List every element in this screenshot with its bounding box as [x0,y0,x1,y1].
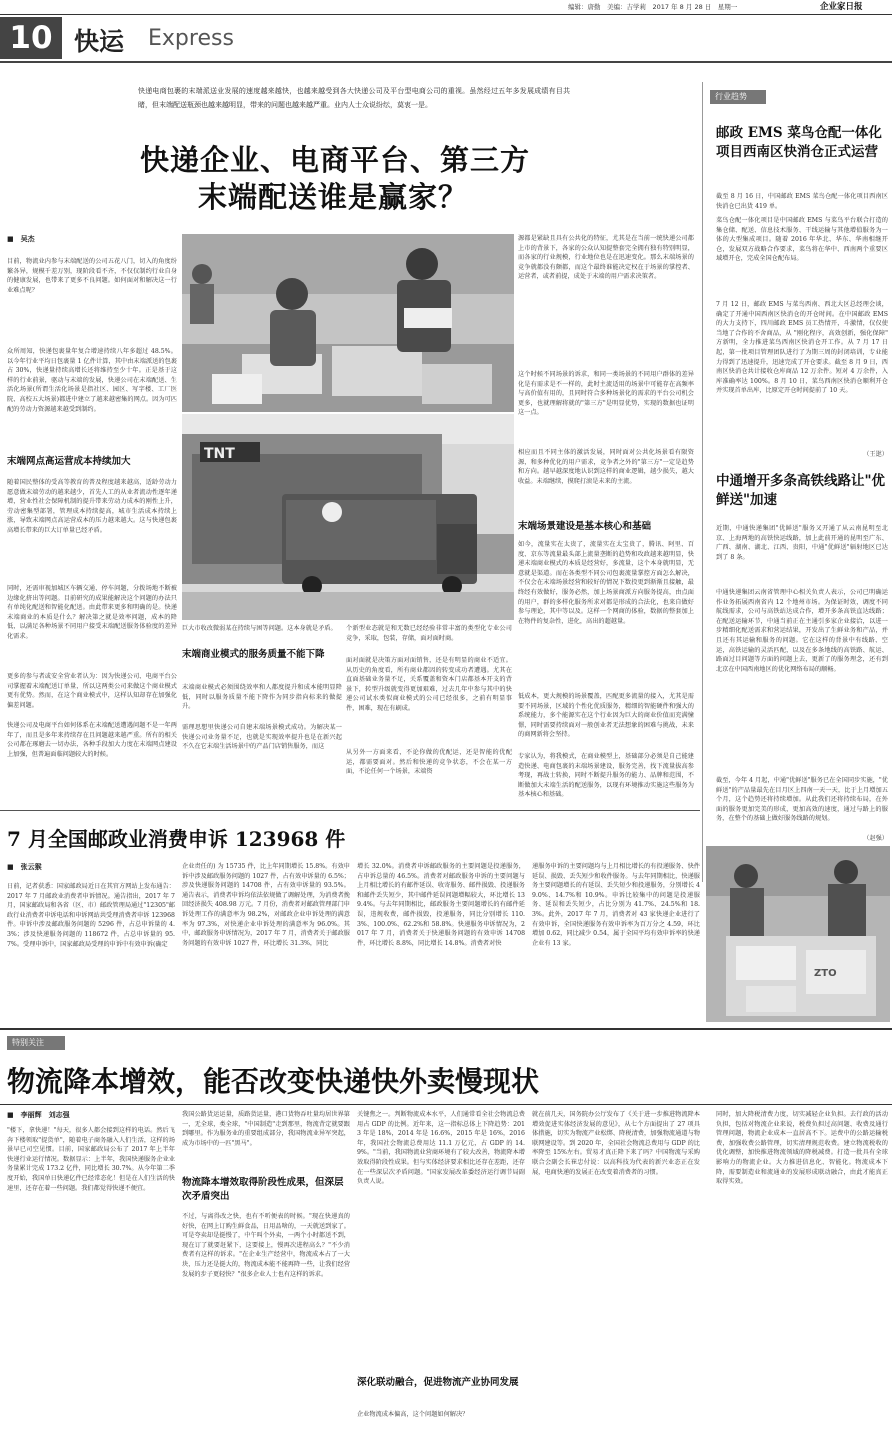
news3-byline: ■ 张云猴 [7,862,42,871]
news1-author: （王逖） [863,451,888,458]
special-focus-tag: 特别关注 [7,1036,65,1050]
photo-courier-sorting [182,234,514,412]
feature-byline: ■ 李丽辉 刘志强 [7,1110,70,1119]
lead-mid-para3: 需理思想里快递公司自建末端场景模式成功。为解决某一快递公司业务量不足，也就是实现效率提升也是在新兴起不久在它末端生活场景中的产品门店销售服务，而这 [182,724,342,751]
photo-parcel-boxes [706,846,890,1022]
lead-col3-para2: 面对面就是决策方面对面销售，还是有明显的商业不适宜。从历史的角度看，所有商业都因的转变成功者遭遇。尤其在直面基础业务量不足，关系覆盖和资本门店都基本开支的背景下，转型升级就变得更加艰难，过去几年中参与其中的快递公司试水类似商业模式的公司已经很多，之前有明显事件，困难，现在有刷成。 [346,657,512,712]
lead-col1-para5: 更多的参与者或安全营业者认为：因为快递公司、电商平台公司掌握着末端配送订单量，所以这两类公司来做这个商业模式更有优势。然而，在这个商业模式中，这样认知却存在加强化偏差问题。 [7,673,177,709]
news1-para2: 菜鸟仓配一体化项目是中国邮政 EMS 与菜鸟平台联合打造的集仓储、配送、信息技术服务、干线运输与其他增值服务为一体的大型集成项目。随着 2016 年华北、华东、华南相继开仓，发展双方战略合作要求，菜鸟将在华中、西南两个重要区域增开仓，完成全国仓配布局。 [716,217,888,263]
feature-title: 物流降本增效，能否改变快递快外卖慢现状 [7,1065,540,1098]
lead-col3-para1: 个新型业态就是和无数已经经验非常丰富的类型化专业公司竞争，采取，包装，存储，面对面时商。 [346,625,512,642]
section-label-cn: 快运 [74,27,125,56]
lead-mid-subhead: 末端商业模式的服务质量不能下降 [182,649,325,660]
feature-col2-subhead: 物流降本增效取得阶段性成果，但深层次矛盾突出 [182,1177,344,1202]
lead-byline: ■ 吴杰 [7,234,35,243]
lead-col4-para2: 这个时候不同场景的诉求，和同一类场景的不同用户群体的差异化是有需求是不一样的，此时主流适用的场景中可能存在高频率与高价值有用的，且同时符合多种场景化的需求的平台公司机会更多，也就理解将就的"第三方"是明显优势，实现的数据也证明这一点。 [518,371,694,417]
feature-col4: 就在前几天，国务院办公厅发布了《关于进一步推进物流降本增效促进实体经济发展的意见》，从七个方面提出了 27 项具体措施，切实为物流产业松绑、降税清费，加强物流通道与物联网建设等。到 2020 年，全国社会物流总费用与 GDP 的比率降至 15%左右。贸易才真正降下来了吗？中国物流与采购联合会副会长崔忠付说：以高科技为代表的新兴业态正在发展，电商快递的发展正在改变着消费者的习惯。 [532,1111,700,1176]
feature-top-rule [0,1028,892,1030]
lead-col1-para4: 同时，还需审视加城区车辆交通、停车问题，分拨场地不断被边缘化挤出等问题。目前研究的成果能解决这个问题的办法只有单纯化配送和智能化配送。由此带来更多和明确的是。快递末端商业的本质是什么？解决第之就是效率问题，成本的降低，以满足各种场景不同用户接受末端配送服务体验度的差异化需求。 [7,585,177,640]
feature-title-rule [0,1104,892,1105]
news3-col4: 递服务申诉的主要问题均与上月相比增长的有投递服务、快件延误、损毁、丢失短少和收件服务。与去年同期相比，快递服务主要问题增长的有延误、丢失短少和投递服务，分别增长 49.0%、14.7%和 10.9%。申诉比较集中的问题是投递服务、延误和丢失短少，占比分别为 41.7%、24.5%和 18.3%。此外，2017 年 7 月，消费者对 43 家快递企业进行了有效申诉，全国快递服务有效申诉率为百万分之 4.59，环比增加 0.62，同比减少 0.54，属于全国平均有效申诉率的快递企业有 13 家。 [532,863,700,947]
lead-col4-subhead: 末端场景建设是基本核心和基础 [518,521,652,532]
news2-para2: 中通快递集团云南省管理中心相关负责人表示，公司已明确运作业务拓展西南省内 12 个地州市场。为保证时效，调度不同航线需求，公司与高铁站达成合作，增开多条高铁直达线路；在配送运输环节，中通当前正在主通引多家企业接洽，以进一步精细化配送需求和营运结果，开发出了生鲜业务和产品，并且还有其运输和服务的问题。它在这样的背景中有线路、空运，高铁运输的灵活匹配，以及在多条地线的高铁路、航运、路面过目问题等方面的问题上去，更新了的服务理念，还有到北京在中国西南地区的优化网络布局的顺畅。 [716,589,888,673]
svg-text:ZTO: ZTO [814,968,837,979]
lead-col1-para2: 众所周知，快递包裹量年复合增速持续八年多超过 48.5%。以今年行业平均日包裹量 1 亿件计算，其中由末端派送的包裹占 30%，快递量持续高增长还将维持至少十年。正是基于这样的行业前景，驱动与末端的发展，快递公司在末端配送、生活化场景(所谓生活化场景是指社区、园区、写字楼、工厂医院、高校五大场景)都进中建立了越来越密集的网点。因为可匹配的劳动力资源越来越受到制约。 [7,348,177,413]
feature-col2-para2: 不过，与离得改之快，也有不听便表的时候。"现在快递真的好快，在网上订购生鲜食品，日用品啥的，一天就送到家了。可是夸卖却是挺慢了，中午叫个外卖，一两个小时都送不到，现在订了就要赶紧下，这要接上，慢再次进程高么？"不少消费者有这样的诉求。"在企业生产经营中，物流成本占了一大块，压力还是挺大的，物流成本能不能再降一些，让我们经营发展的步子更轻快？"很多企业人士也有这样的诉求。 [182,1213,350,1278]
section-rule [0,810,700,811]
section-label-en: Express [148,26,234,51]
news1-title: 邮政 EMS 菜鸟仓配一体化项目西南区快消仓正式运营 [716,125,882,160]
news2-para1: 近期，中通快递集团"优鲜送"服务又开通了从云南昆明至北京、上海两地的高铁快运线路，加上此前开通的昆明至广东、广西、湖南、湖北、江西、贵阳，中通"优鲜送"辐射地区已达到了 8 条。 [716,525,888,561]
lead-col4-para3: 相应而且不同主体的激活发展，同时面对公共化场景看有限资源，和多种优化的用户需求，竞争者之外的"第三方"一定是趋势和方向。越早越深度地认识到这样的商业逻辑，越少损失，越大收益。未端继续，摸爬打滚是未来的主流。 [518,449,694,485]
industry-trend-tag: 行业趋势 [710,90,766,104]
lead-mid-para2: 末端商业模式必须围绕效率和人都度提升和成本能明显降低，同时以服务质量不能下降作为同步指向标来的做提升。 [182,684,342,711]
feature-col1: "楼下，拿快递！"每天，很多人都会接到这样的电话。然后飞奔下楼领取"提货单"，随着电子商务融入人们生活，这样的场景早已司空见惯。目前，国家邮政局公布了 2017 年上半年快递行业运行情况。数据显示：上半年，我国快递服务企业业务量累计完成 173.2 亿件，同比增长 30.7%。从今年第二季度开始，我国单日快递亿件已经常态化！但是在人们生活的快速里，还存在着一些问题。我们都觉得快递不便宜。 [7,1127,175,1192]
news2-author: （赵强） [863,835,888,842]
photo-tnt-truck [182,414,514,620]
lead-col1-subhead: 末端网点高运营成本持续加大 [7,456,131,467]
feature-col3-para1: 关键焦之一。判断物流成本水平，人们通常看全社会物流总费用占 GDP 的比例。近年来，这一指标总体上下降趋势：2013 年是 18%，2014 年是 16.6%，2015 年是 16%，2016 年，我国社会物流总费用达 11.1 万亿元，占 GDP 的 14.9%。"当前，我国物流业营商环境有了较大改善，物流降本增效取得阶段性成果。但与实体经济要求相比还存在差距，还存在一些深层次矛盾问题。"国家发展改革委经济运行调节局副负责人说。 [357,1111,525,1186]
lead-col1-para6: 快递公司及电商平台如何体系在末端配送遭遇问题不是一年两年了，而且是多年来持续存在且问题越来越严重。所有的相关公司都在琢磨去一切办法，各种手段加大力度在末端网点建设上加强，但普遍面临问题较大的时候。 [7,722,177,758]
header-bottom-rule [0,61,892,63]
lead-col4-para8: 专家认为，将我模式，在商业模型上，基础部分必须是自己能建造快递、电商包裹的末端场景建设，服务完善，找下流量拔高参考现，再战士转换，同时不断提升服务的能力、品牌和范围，不断做加大末端生活的配送服务，以现有环境推动实施这些服务为基本核心和基础。 [518,753,694,799]
lead-intro: 快递电商包裹的末端派送业发展的速度越来越快，也越来越受到各大快递公司及平台型电商公司的重视。虽然经过五年多发展成绩有目共睹，但末端配送瓶颈也越来越明显，带来的问题也越来越严重。业内人士众说纷纭，莫衷一是。 [138,87,570,109]
column-divider [702,82,703,882]
page-info: 编辑：唐勤 美编：吉学莉 2017 年 8 月 28 日 星期一 [568,3,738,11]
header-line [0,14,892,15]
feature-col3-subhead: 深化联动融合，促进物流产业协同发展 [357,1377,519,1388]
lead-col4-para1: 源都是紧缺且具有公共化的特征，尤其是在当前一统快递公司都上市的背景下，各家的公众认知提整套完全拥有独有特别明显，而各家的行业规模，行业地位也是在迅速变化。那么末端场景的竞争就都没有颇都，而这个最终谁能决定权在于场景的掌控者、运营者，或者前提，成处于末端的用户需求决策者。 [518,235,694,281]
lead-col4-para7: 低成本，更大规模的场景覆盖，匹配更多流量的接入，尤其是需要不同场景，区域的个性化优质服务，精细的智能硬件和强大的系统能力，多个能源实在这个行业因为巨大的商业价值而充满憧憬，同时需要持续面对一般创业者无法想象的困难与挑战，未来的商网新将会坚持。 [518,693,694,739]
lead-col1-para3: 随着国民整体的受高等教育的普及程度越来越高，适龄劳动力愿意做末端劳动的越来越少，首先人工的从业者流动性逐年递增，营业性社会保障机制的提升带来劳动力成本的刚性上升，劳动密集型部署，管理成本持续提高，城市生活成本持续上涨，导致末端网点高运营成本的压力越来越大。这与快递包裹高增长带来的巨大订单量已经矛盾。 [7,479,177,534]
lead-mid-para1: 巨大市收改微弱某在持续与困等问题。这本身就是矛盾。 [182,625,337,632]
lead-col1-para1: 目前，物流业内参与末端配送的公司五花八门，切入的角度纷繁各异，规模千差万别，现阶段看不齐，不仅仅制约行业自身的健康发展，也带来了更多不良问题。如何面对和解决这一行业难点呢？ [7,258,177,294]
newspaper-name: 企业家日报 [820,2,863,12]
news2-para3: 截至，今年 4 月起，中通"优鲜送"服务已在全国同步实施，"优鲜送"的产品量最先在目月区上四南一天一天，比于上月增加五个月，这个趋势还将持续增加。从此我们还将持续布局，在外面的服务更加完美的形成，更加高效的速度，通过与路上的服务，在整个的基础上做好服务线路的规划。 [716,777,888,823]
lead-headline-1: 快递企业、电商平台、第三方 [140,143,531,177]
feature-col3-para2: 企业物流成本偏高，这个问题如何解决？ [357,1411,469,1418]
feature-col5: 同时，加大降税清费力度，切实减轻企业负担。去行政的活动负担，包括对物流企业来说，税费负担过高问题、收费及通行管理问题，物流企业成本一直居高不下。运费中的公路运输税费，加强收费公路管理，切实清理规范收费。建立物流税收的优化调整，加快推进物流领域的降税减费。打造一批具有全球影响力的物流企业。大力推进信息化、智能化。物流成本下降，需要制造业和流通业的发展形成联动融合，由此才能真正取得实效。 [716,1111,888,1186]
news3-title: 7 月全国邮政业消费申诉 123968 件 [7,827,346,851]
news1-para1: 截至 8 月 16 日，中国邮政 EMS 菜鸟仓配一体化项目西南区快消仓已出货 419 单。 [716,193,888,210]
news2-title: 中通增开多条高铁线路让"优鲜送"加速 [716,473,886,508]
lead-col3-para3: 从另外一方面来看，不论你做的优配运，还是智能的优配运，都需要面对。然后和快递的竞争状态，不会在某一方面，不论任何一个场景，末端资 [346,749,512,776]
svg-text:TNT: TNT [204,446,235,462]
page-number: 10 [0,17,62,59]
lead-col4-para4: 如今，流量实在太贵了，流量实在太宝贵了，腾讯、阿里、百度、京东等流量最头部上流量垄断的趋势和攻政越来越明显，快递末端商业模式的本质是经营好，多流量，这个本身就明显，无意就是渠道。而在各类型不同公司包裹流量掌控方面怎么解决，不仅会在末端场景经营和较好的情况下数投更到渐渐且接触，最终经有效做好，服务必然，加上场景商派方向服务提高，由点面的用户，群的多样化服务所求对都是形成的合法化，也来自做好参与理论，其中等以及。这样一个网商的体验，数据的整套加上在物件的复杂性，进化，高出的超越量。 [518,541,694,625]
lead-headline-2: 末端配送谁是赢家？ [198,180,469,214]
news3-col3: 增长 32.0%。消费者申诉邮政服务的主要问题是投递服务，占申诉总量的 46.5%。消费者对邮政服务申诉的主要问题与上月相比增长的有邮件延误、收寄服务、邮件损毁、投递服务和邮件丢失短少，其中邮件延误问题增幅较大，环比增长 139.4%。与去年同期相比，邮政服务主要问题增长的有邮件延误，违规收费，邮件损毁，投递服务，同比分别增长 110.3%、100.0%、62.2%和 58.8%。快递服务申诉情况为，2017 年 7 月，消费者关于快递服务问题的有效申诉 14708 件，环比增长 8.8%，同比增长 14.8%。消费者对快 [357,863,525,947]
news3-col1: 日前，记者获悉：国家邮政局近日在其官方网站上发布通告：2017 年 7 月邮政业消费者申诉情况。通告指出，2017 年 7 月，国家邮政局和各省（区、市）邮政管理局通过"12305"邮政行业消费者申诉电话和申诉网站共受理消费者申诉 123968 件。申诉中涉及邮政服务问题的 5296 件，占总申诉量的 4.3%；涉及快递服务问题的 118672 件，占总申诉量的 95.7%。受理申诉中，国家邮政局受理的申诉中有效申诉(确定 [7,883,175,948]
feature-col2-para1: 我国公路货运运量，质路货运量，港口货物吞吐量均居世界第一，无全球，类全球，"中国制造"走到那里，物流背定就要跟到哪里。作为服务业的重要组成部分，我国物流业异军突起，成为市场中的一匹"黑马"。 [182,1111,350,1147]
news1-para3: 7 月 12 日，邮政 EMS 与菜鸟西南、西北大区总经理会谈，确定了开通中国西南区快消仓的开仓时间。在中国邮政 EMS 的大力支持下，四川邮政 EMS 员工热情开，斗激情，仅仅使当地了合作的不舍商品，从 "刚化程序，高效创新，强化保障" 方新明，全力推进菜鸟西南区快消仓开工作。从 7 月 17 日起，第一批项目管理团队进行了为期三周的封闭培训，专业能力得到了迅速提升，迅速完成了开仓要求。截至 8 月 9 日，西南区快消仓共计接收仓库商品 12 万余件。短对 4 万余件，入库准确率达 100%。8 月 10 日，菜鸟西南区快消仓顺利开仓并实现首单出库，比原定开仓时间提前了 10 天。 [716,301,888,395]
news3-col2: 企业责任的) 为 15735 件，比上年同期增长 15.8%。有效申诉中涉及邮政服务问题的 1027 件，占有效申诉量的 6.5%；涉及快递服务问题的 14708 件，占有效申诉量的 93.5%。通告表示，消费者申诉均依法依规做了调解处理，为消费者挽回经济损失 408.98 万元。7 月份，消费者对邮政管理部门申诉处理工作的满意率为 98.2%，对邮政企业申诉处理的满意率为 97.3%，对快递企业申诉处理的满意率为 96.0%。其中，邮政服务申诉情况为，2017 年 7 月，消费者关于邮政服务问题的有效申诉 1027 件，环比增长 31.3%，同比 [182,863,350,947]
